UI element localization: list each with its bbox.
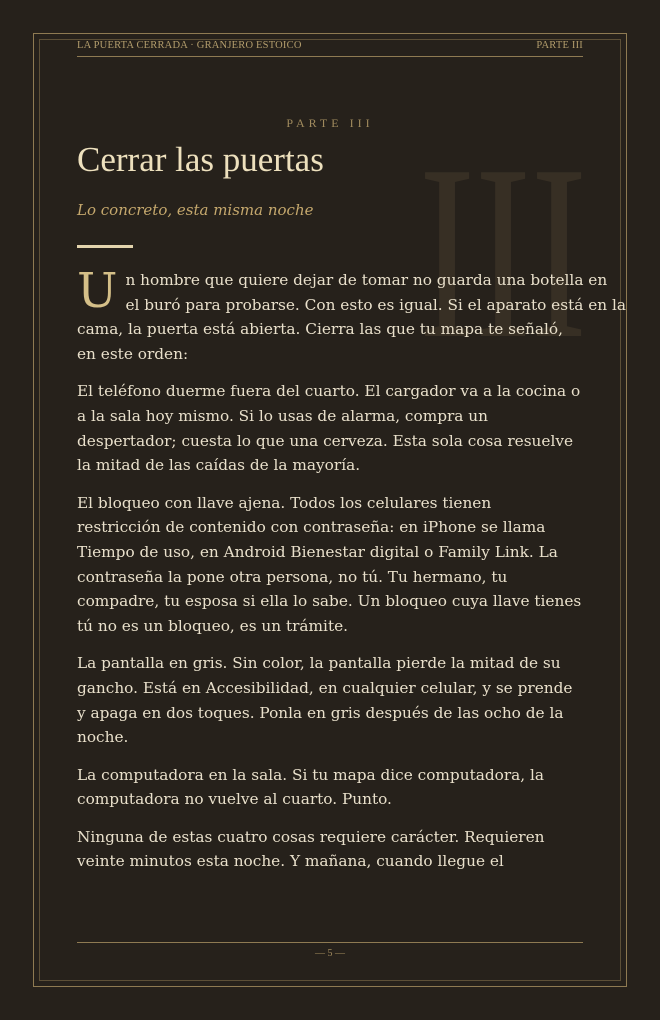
text-line: La pantalla en gris. Sin color, la pantalla pierde la mitad de su (77, 654, 561, 673)
text-line: El teléfono duerme fuera del cuarto. El cargador va a la cocina o (77, 382, 581, 401)
body-paragraph (77, 379, 627, 477)
text-line: El bloqueo con llave ajena. Todos los celulares tienen (77, 493, 492, 512)
text-line: restricción de contenido con contraseña: en iPhone se llama (77, 518, 546, 537)
drop-cap: U (77, 263, 118, 319)
text-line: cama, la puerta está abierta. Cierra las que tu mapa te señaló, (77, 320, 563, 339)
text-line: Ninguna de estas cuatro cosas requiere carácter. Requieren (77, 827, 545, 846)
header-rule (77, 56, 583, 57)
body-text (77, 263, 627, 887)
text-line: compadre, tu esposa si ella lo sabe. Un bloqueo cuya llave tienes (77, 592, 582, 611)
footer-rule (77, 942, 583, 943)
part-numeral-text: III (419, 140, 587, 340)
text-line: y apaga en dos toques. Ponla en gris después de las ocho de la (77, 703, 564, 722)
text-line: Tiempo de uso, en Android Bienestar digital o Family Link. La (77, 542, 558, 561)
text-line: contraseña la pone otra persona, no tú. Tu hermano, tu (77, 567, 508, 586)
text-line: veinte minutos esta noche. Y mañana, cuando llegue el (77, 852, 504, 871)
running-head-part: PARTE III (536, 40, 583, 51)
text-line: tú no es un bloqueo, es un trámite. (77, 616, 349, 635)
title-ornament-rule (77, 245, 133, 248)
body-paragraph (77, 263, 627, 366)
body-paragraph (77, 491, 627, 639)
text-line: el buró para probarse. Con esto es igual. Si el aparato está en la (125, 295, 626, 314)
chapter-title: Cerrar las puertas (77, 140, 324, 179)
text-line: a la sala hoy mismo. Si lo usas de alarma, compra un (77, 406, 488, 425)
running-head-title: LA PUERTA CERRADA · GRANJERO ESTOICO (77, 40, 302, 51)
chapter-subtitle: Lo concreto, esta misma noche (77, 201, 314, 219)
text-line: La computadora en la sala. Si tu mapa dice computadora, la (77, 765, 545, 784)
text-line: despertador; cuesta lo que una cerveza. Esta sola cosa resuelve (77, 431, 574, 450)
text-line: en este orden: (77, 344, 189, 363)
text-line: computadora no vuelve al cuarto. Punto. (77, 790, 392, 809)
text-line: la mitad de las caídas de la mayoría. (77, 456, 361, 475)
text-line: noche. (77, 728, 129, 747)
body-paragraph (77, 825, 627, 874)
text-line: gancho. Está en Accesibilidad, en cualquier celular, y se prende (77, 678, 573, 697)
part-label: PARTE III (286, 116, 374, 130)
page-number: — 5 — (315, 948, 345, 959)
text-line: n hombre que quiere dejar de tomar no guarda una botella en (125, 271, 608, 289)
body-paragraph (77, 651, 627, 749)
body-paragraph (77, 763, 627, 812)
running-head (77, 40, 583, 51)
